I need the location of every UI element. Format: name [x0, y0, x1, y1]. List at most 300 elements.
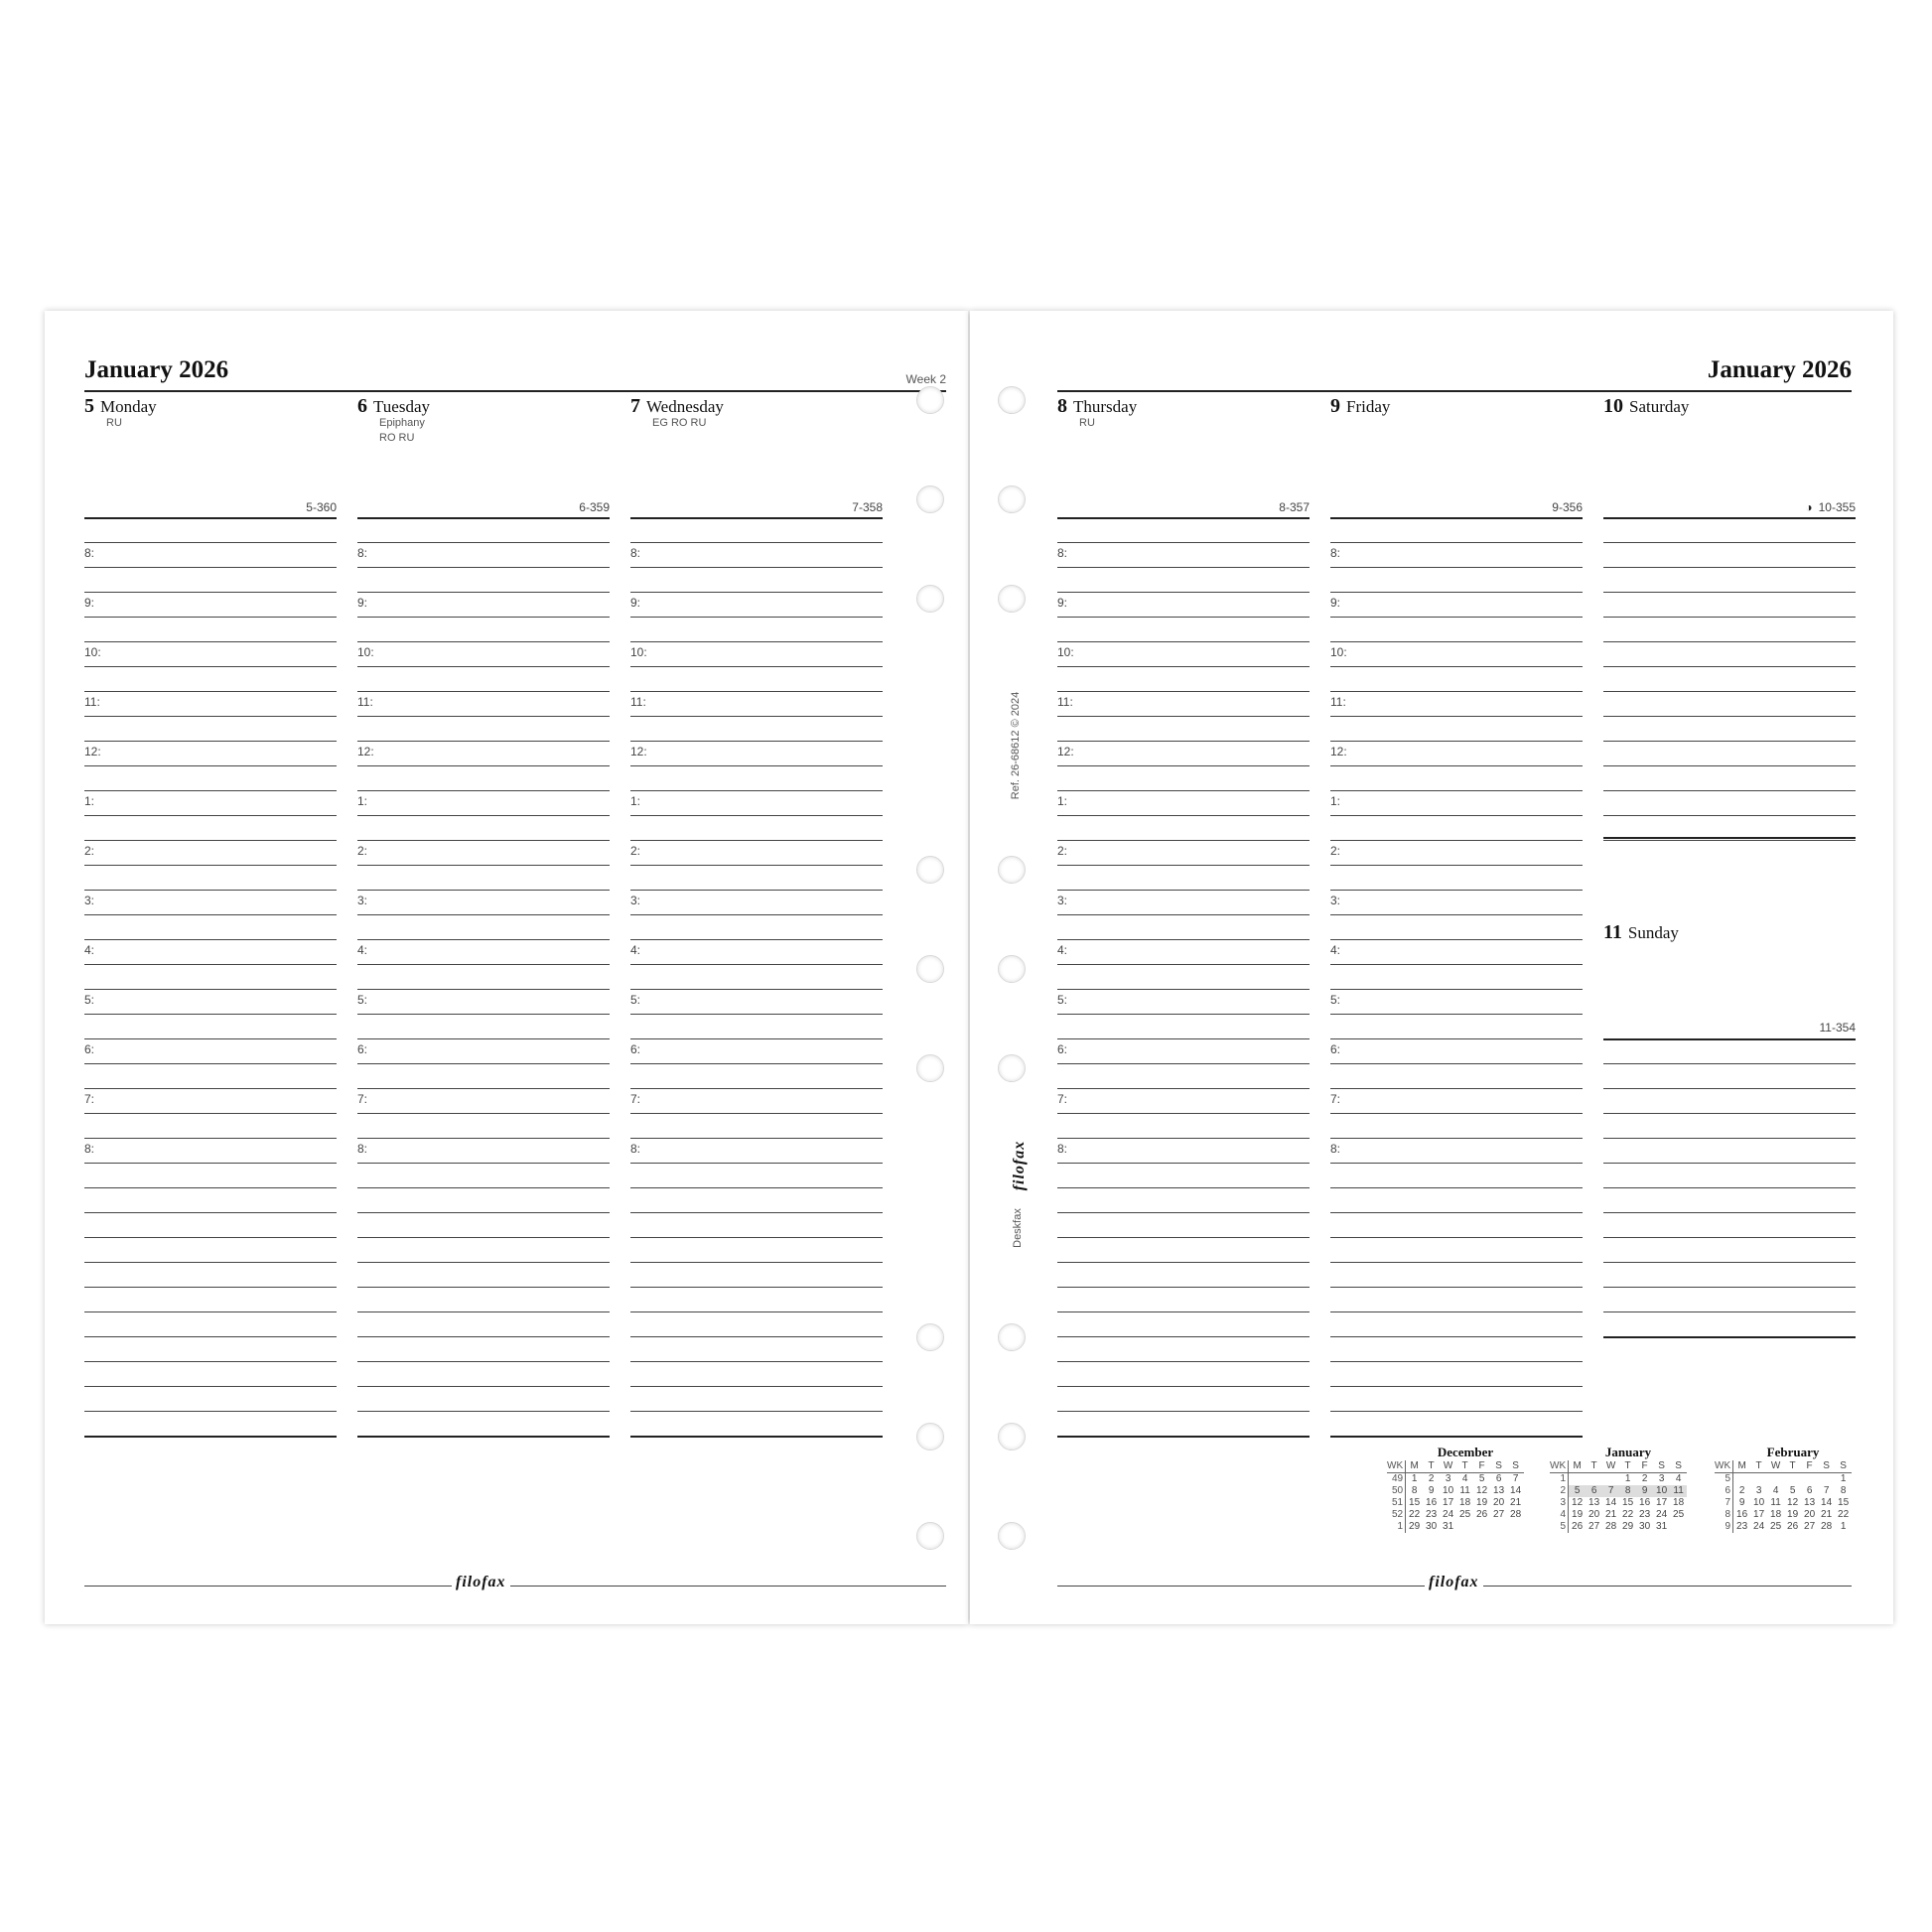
ruled-line — [1603, 517, 1856, 519]
ruled-line — [1057, 1088, 1310, 1089]
mini-calendar-grid — [1387, 1460, 1524, 1533]
punch-hole — [916, 856, 944, 884]
ruled-line — [1057, 1237, 1310, 1238]
hour-label: 4: — [630, 943, 641, 957]
ruled-line — [630, 617, 883, 618]
mini-calendar-day: 29 — [1409, 1521, 1421, 1532]
ruled-line — [1330, 1311, 1583, 1312]
ruled-line — [84, 1262, 337, 1263]
ruled-line — [1057, 691, 1310, 692]
ruled-line — [630, 517, 883, 519]
ruled-line — [1057, 1287, 1310, 1288]
mini-calendar-day: 18 — [1770, 1509, 1782, 1520]
day-count-text: 10-355 — [1818, 500, 1856, 514]
ruled-line — [630, 1163, 883, 1164]
mini-calendar-day — [1733, 1473, 1751, 1486]
mini-calendar-day: 4 — [1461, 1473, 1468, 1484]
ruled-line — [357, 914, 610, 915]
ruled-line — [1330, 567, 1583, 568]
ruled-line — [84, 691, 337, 692]
mini-calendar-week-number: 1 — [1550, 1473, 1569, 1486]
day-header — [1057, 395, 1137, 418]
mini-calendar-day: 6 — [1586, 1485, 1602, 1497]
ruled-line — [1057, 765, 1310, 766]
mini-calendar-day: 26 — [1787, 1521, 1799, 1532]
ruled-line — [1603, 617, 1856, 618]
mini-calendar-day: 20 — [1804, 1509, 1816, 1520]
mini-calendar-header-cell: F — [1801, 1460, 1818, 1473]
mini-calendar-day: 16 — [1639, 1497, 1651, 1508]
ruled-line — [357, 1237, 610, 1238]
punch-hole — [998, 1323, 1026, 1351]
hour-label: 4: — [357, 943, 368, 957]
mini-calendar-week-number: 5 — [1550, 1521, 1569, 1533]
ruled-line — [1603, 1113, 1856, 1114]
ruled-line — [357, 567, 610, 568]
hour-label: 7: — [1330, 1092, 1341, 1106]
ruled-line — [84, 1113, 337, 1114]
ruled-line — [1057, 1187, 1310, 1188]
mini-calendar-header-cell: T — [1784, 1460, 1801, 1473]
ruled-line — [357, 1262, 610, 1263]
ruled-line — [1330, 989, 1583, 990]
ruled-line — [1330, 1088, 1583, 1089]
mini-calendar-day — [1602, 1473, 1619, 1486]
ruled-line — [84, 666, 337, 667]
day-column-thursday[interactable] — [1057, 311, 1310, 1433]
mini-calendar-day: 11 — [1670, 1485, 1687, 1497]
ruled-line — [1057, 1038, 1310, 1039]
ruled-line — [1057, 914, 1310, 915]
mini-calendar-header-cell: S — [1507, 1460, 1524, 1473]
ruled-line — [357, 1411, 610, 1412]
hour-label: 3: — [84, 894, 95, 907]
ruled-line — [84, 1361, 337, 1362]
hour-label: 3: — [1330, 894, 1341, 907]
day-notes — [652, 416, 706, 431]
mini-calendar-week-number: 50 — [1387, 1485, 1406, 1497]
hour-label: 1: — [1057, 794, 1068, 808]
mini-calendar-day: 22 — [1622, 1509, 1634, 1520]
ruled-line — [84, 567, 337, 568]
ruled-line — [630, 1212, 883, 1213]
day-column-monday[interactable] — [84, 311, 337, 1433]
mini-calendar-day — [1586, 1473, 1602, 1486]
ruled-line — [84, 964, 337, 965]
ruled-line — [1057, 1063, 1310, 1064]
mini-calendar-day: 19 — [1476, 1497, 1488, 1508]
ruled-line — [84, 1014, 337, 1015]
ruled-line — [1330, 1163, 1583, 1164]
ruled-line — [1057, 1411, 1310, 1412]
mini-calendar-day: 23 — [1426, 1509, 1438, 1520]
ruled-line — [357, 939, 610, 940]
hour-label: 7: — [630, 1092, 641, 1106]
ruled-line — [1057, 1361, 1310, 1362]
mini-calendar-day: 14 — [1510, 1485, 1522, 1496]
reference-code: Ref. 26-68612 © 2024 — [1010, 691, 1022, 800]
day-column-wednesday[interactable] — [630, 311, 883, 1433]
mini-calendar-week-number: 51 — [1387, 1497, 1406, 1509]
ruled-line — [1603, 1063, 1856, 1064]
day-notes — [379, 416, 425, 446]
page-title: January 2026 — [84, 356, 229, 383]
ruled-line — [357, 1063, 610, 1064]
ruled-line — [357, 592, 610, 593]
mini-calendar-week-number: 3 — [1550, 1497, 1569, 1509]
mini-calendar-day: 27 — [1804, 1521, 1816, 1532]
hour-label: 9: — [1057, 596, 1068, 610]
ruled-line — [1603, 1038, 1856, 1040]
mini-calendar-day: 29 — [1622, 1521, 1634, 1532]
mini-calendar-day: 3 — [1658, 1473, 1665, 1484]
ruled-line — [630, 592, 883, 593]
day-number: 8 — [1057, 395, 1067, 417]
ruled-line — [357, 964, 610, 965]
hour-label: 8: — [357, 546, 368, 560]
mini-calendar-header-cell: T — [1456, 1460, 1473, 1473]
right-page — [970, 311, 1893, 1624]
punch-hole — [916, 955, 944, 983]
hour-label: 4: — [1057, 943, 1068, 957]
ruled-line — [630, 1187, 883, 1188]
mini-calendar-day: 6 — [1806, 1485, 1813, 1496]
ruled-line — [630, 641, 883, 642]
mini-calendar-day — [1750, 1473, 1767, 1486]
mini-calendar-week-number: 49 — [1387, 1473, 1406, 1486]
mini-calendar-day: 8 — [1840, 1485, 1847, 1496]
mini-calendar-day: 22 — [1838, 1509, 1850, 1520]
mini-calendar-day: 16 — [1736, 1509, 1748, 1520]
ruled-line — [1330, 1262, 1583, 1263]
mini-calendar-day: 11 — [1459, 1485, 1470, 1496]
mini-calendar-day: 7 — [1602, 1485, 1619, 1497]
mini-calendar-week-number: 1 — [1387, 1521, 1406, 1533]
ruled-line — [1603, 815, 1856, 816]
ruled-line — [1057, 1113, 1310, 1114]
ruled-line — [84, 1187, 337, 1188]
hour-label: 11: — [357, 695, 373, 709]
mini-calendar-day: 28 — [1510, 1509, 1522, 1520]
ruled-line — [1057, 865, 1310, 866]
mini-calendar-day: 31 — [1443, 1521, 1454, 1532]
mini-calendar-day: 26 — [1476, 1509, 1488, 1520]
ruled-line — [1057, 517, 1310, 519]
ruled-line — [1330, 517, 1583, 519]
ruled-line — [1330, 1212, 1583, 1213]
ruled-line — [84, 617, 337, 618]
mini-calendar-day: 26 — [1572, 1521, 1584, 1532]
mini-calendar-day — [1670, 1521, 1687, 1533]
day-header — [1603, 921, 1679, 944]
ruled-line — [1057, 641, 1310, 642]
ruled-line — [630, 840, 883, 841]
hour-label: 7: — [357, 1092, 368, 1106]
day-name: Monday — [100, 397, 157, 416]
ruled-line — [1330, 1038, 1583, 1039]
ruled-line — [1330, 1187, 1583, 1188]
mini-calendar-header-cell: W — [1767, 1460, 1784, 1473]
hour-label: 1: — [1330, 794, 1341, 808]
ruled-line — [1330, 716, 1583, 717]
day-name: Sunday — [1627, 923, 1679, 942]
ruled-line — [1330, 691, 1583, 692]
ruled-line — [1330, 1436, 1583, 1438]
punch-hole — [916, 585, 944, 613]
mini-calendar-day: 31 — [1656, 1521, 1668, 1532]
punch-hole — [916, 1054, 944, 1082]
mini-calendar-day: 24 — [1753, 1521, 1765, 1532]
ruled-line — [1330, 790, 1583, 791]
hour-label: 10: — [357, 645, 374, 659]
punch-hole — [998, 1054, 1026, 1082]
ruled-line — [357, 666, 610, 667]
ruled-line — [357, 790, 610, 791]
ruled-line — [357, 865, 610, 866]
mini-calendar-day — [1784, 1473, 1801, 1486]
mini-calendar-day: 21 — [1821, 1509, 1833, 1520]
filofax-logo: filofax — [1425, 1574, 1483, 1591]
ruled-line — [357, 1163, 610, 1164]
ruled-line — [1330, 765, 1583, 766]
ruled-line — [630, 1014, 883, 1015]
hour-label: 10: — [1057, 645, 1074, 659]
ruled-line — [84, 890, 337, 891]
mini-calendar-title: December — [1437, 1445, 1494, 1459]
mini-calendar-day: 7 — [1512, 1473, 1519, 1484]
ruled-line — [84, 865, 337, 866]
ruled-line — [1057, 1138, 1310, 1139]
day-count: 6-359 — [579, 500, 610, 514]
ruled-line — [1057, 939, 1310, 940]
ruled-line — [1603, 641, 1856, 642]
ruled-line — [1057, 1212, 1310, 1213]
ruled-line — [84, 1163, 337, 1164]
mini-calendar-header-cell: F — [1636, 1460, 1653, 1473]
mini-calendar-day: 21 — [1510, 1497, 1522, 1508]
ruled-line — [84, 1038, 337, 1039]
week-label: Week 2 — [905, 372, 946, 386]
ruled-line — [630, 1436, 883, 1438]
mini-calendar-day: 8 — [1619, 1485, 1636, 1497]
ruled-line — [1603, 1237, 1856, 1238]
mini-calendar-day: 14 — [1821, 1497, 1833, 1508]
mini-calendar-day: 18 — [1459, 1497, 1471, 1508]
day-name: Wednesday — [646, 397, 724, 416]
hour-label: 4: — [84, 943, 95, 957]
hour-label: 11: — [84, 695, 100, 709]
mini-calendar-day: 23 — [1736, 1521, 1748, 1532]
ruled-line — [1603, 1187, 1856, 1188]
ruled-line — [630, 765, 883, 766]
ruled-line — [1603, 542, 1856, 543]
ruled-line — [1330, 840, 1583, 841]
mini-calendar-january — [1550, 1445, 1689, 1533]
mini-calendar-day: 15 — [1409, 1497, 1421, 1508]
ruled-line — [1057, 1336, 1310, 1337]
ruled-line — [1603, 691, 1856, 692]
mini-calendar-header-cell: T — [1750, 1460, 1767, 1473]
mini-calendar-week-number: 9 — [1715, 1521, 1733, 1533]
ruled-line — [630, 1411, 883, 1412]
mini-calendar-day — [1801, 1473, 1818, 1486]
mini-calendar-day: 7 — [1823, 1485, 1830, 1496]
mini-calendar-header-cell: T — [1619, 1460, 1636, 1473]
hour-label: 10: — [1330, 645, 1347, 659]
ruled-line — [357, 815, 610, 816]
mini-calendar-day: 25 — [1770, 1521, 1782, 1532]
ruled-line — [1057, 1262, 1310, 1263]
mini-calendar-day: 30 — [1426, 1521, 1438, 1532]
ruled-line — [84, 1311, 337, 1312]
ruled-line — [1330, 666, 1583, 667]
day-number: 11 — [1603, 921, 1622, 943]
ruled-line — [84, 914, 337, 915]
mini-calendar-grid — [1715, 1460, 1852, 1533]
mini-calendar-header-cell: S — [1818, 1460, 1835, 1473]
mini-calendar-day: 3 — [1755, 1485, 1762, 1496]
hour-label: 12: — [84, 745, 101, 759]
ruled-line — [1057, 790, 1310, 791]
mini-calendar-day: 22 — [1409, 1509, 1421, 1520]
hour-label: 5: — [1057, 993, 1068, 1007]
hour-label: 2: — [357, 844, 368, 858]
ruled-line — [1057, 592, 1310, 593]
punch-hole — [916, 485, 944, 513]
punch-hole — [916, 1323, 944, 1351]
day-header — [357, 395, 430, 418]
mini-calendar-header-cell: WK — [1387, 1460, 1406, 1473]
ruled-line — [1330, 1386, 1583, 1387]
punch-hole — [998, 485, 1026, 513]
ruled-line — [1330, 964, 1583, 965]
ruled-line — [1057, 964, 1310, 965]
ruled-line — [1330, 741, 1583, 742]
hour-label: 11: — [1330, 695, 1346, 709]
ruled-line — [1330, 1411, 1583, 1412]
ruled-line — [1603, 1088, 1856, 1089]
ruled-line — [1057, 617, 1310, 618]
ruled-line — [1057, 567, 1310, 568]
ruled-line — [630, 815, 883, 816]
hour-label: 12: — [630, 745, 647, 759]
ruled-line — [1057, 1163, 1310, 1164]
ruled-line — [84, 1063, 337, 1064]
mini-calendar-day: 14 — [1605, 1497, 1617, 1508]
day-note: RU — [106, 417, 122, 429]
mini-calendar-day: 5 — [1478, 1473, 1485, 1484]
day-count: 9-356 — [1552, 500, 1583, 514]
mini-calendar-day — [1456, 1521, 1473, 1533]
hour-label: 5: — [357, 993, 368, 1007]
mini-calendar-day: 13 — [1588, 1497, 1600, 1508]
mini-calendar-header-cell: S — [1653, 1460, 1670, 1473]
ruled-line — [630, 691, 883, 692]
mini-calendar-day: 21 — [1605, 1509, 1617, 1520]
ruled-line — [1330, 1237, 1583, 1238]
mini-calendar-day: 30 — [1639, 1521, 1651, 1532]
ruled-line — [84, 1212, 337, 1213]
ruled-line — [1603, 765, 1856, 766]
ruled-line — [1330, 1138, 1583, 1139]
mini-calendar-day: 12 — [1787, 1497, 1799, 1508]
ruled-line — [1330, 641, 1583, 642]
ruled-line — [630, 1038, 883, 1039]
hour-label: 10: — [630, 645, 647, 659]
day-header — [630, 395, 724, 418]
ruled-line — [84, 765, 337, 766]
ruled-line — [357, 741, 610, 742]
hour-label: 5: — [630, 993, 641, 1007]
mini-calendar-day: 19 — [1572, 1509, 1584, 1520]
mini-calendar-day: 5 — [1789, 1485, 1796, 1496]
ruled-line — [630, 964, 883, 965]
ruled-line — [1603, 1138, 1856, 1139]
day-name: Saturday — [1629, 397, 1690, 416]
hour-label: 2: — [630, 844, 641, 858]
day-count: 11-354 — [1819, 1021, 1856, 1035]
hour-label: 7: — [1057, 1092, 1068, 1106]
mini-calendar-week-number: 2 — [1550, 1485, 1569, 1497]
ruled-line — [630, 1386, 883, 1387]
hour-label: 2: — [1330, 844, 1341, 858]
ruled-line — [1603, 741, 1856, 742]
hour-label: 8: — [630, 1142, 641, 1156]
ruled-line — [357, 1336, 610, 1337]
mini-calendar-header-cell: W — [1602, 1460, 1619, 1473]
hour-label: 3: — [630, 894, 641, 907]
day-column-friday[interactable] — [1330, 311, 1583, 1433]
mini-calendar-week-number: 52 — [1387, 1509, 1406, 1521]
mini-calendar-day: 16 — [1426, 1497, 1438, 1508]
mini-calendar-day: 17 — [1656, 1497, 1668, 1508]
mini-calendar-header-cell: M — [1569, 1460, 1587, 1473]
mini-calendar-day: 25 — [1459, 1509, 1471, 1520]
ruled-line — [357, 1386, 610, 1387]
punch-hole — [998, 856, 1026, 884]
hour-label: 7: — [84, 1092, 95, 1106]
hour-label: 6: — [630, 1042, 641, 1056]
mini-calendar-day: 12 — [1572, 1497, 1584, 1508]
mini-calendar-day: 3 — [1445, 1473, 1451, 1484]
mini-calendar-day: 28 — [1821, 1521, 1833, 1532]
punch-hole — [998, 585, 1026, 613]
day-column-sunday[interactable] — [1603, 837, 1856, 1433]
hour-label: 5: — [84, 993, 95, 1007]
mini-calendar-day: 4 — [1675, 1473, 1682, 1484]
mini-calendar-header-cell: M — [1733, 1460, 1751, 1473]
punch-hole — [916, 386, 944, 414]
ruled-line — [1330, 890, 1583, 891]
mini-calendar-day: 9 — [1738, 1497, 1745, 1508]
ruled-line — [630, 790, 883, 791]
ruled-line — [1330, 542, 1583, 543]
left-page — [45, 311, 968, 1624]
hour-label: 8: — [1330, 1142, 1341, 1156]
hour-label: 6: — [1057, 1042, 1068, 1056]
size-label: Deskfax — [1012, 1208, 1024, 1248]
mini-calendar-day: 8 — [1411, 1485, 1418, 1496]
day-column-tuesday[interactable] — [357, 311, 610, 1433]
ruled-line — [84, 542, 337, 543]
hour-label: 11: — [630, 695, 646, 709]
mini-calendar-day: 17 — [1443, 1497, 1454, 1508]
mini-calendar-day — [1507, 1521, 1524, 1533]
mini-calendar-day: 12 — [1476, 1485, 1488, 1496]
ruled-line — [357, 1287, 610, 1288]
mini-calendar-february — [1715, 1445, 1854, 1533]
ruled-line — [84, 592, 337, 593]
